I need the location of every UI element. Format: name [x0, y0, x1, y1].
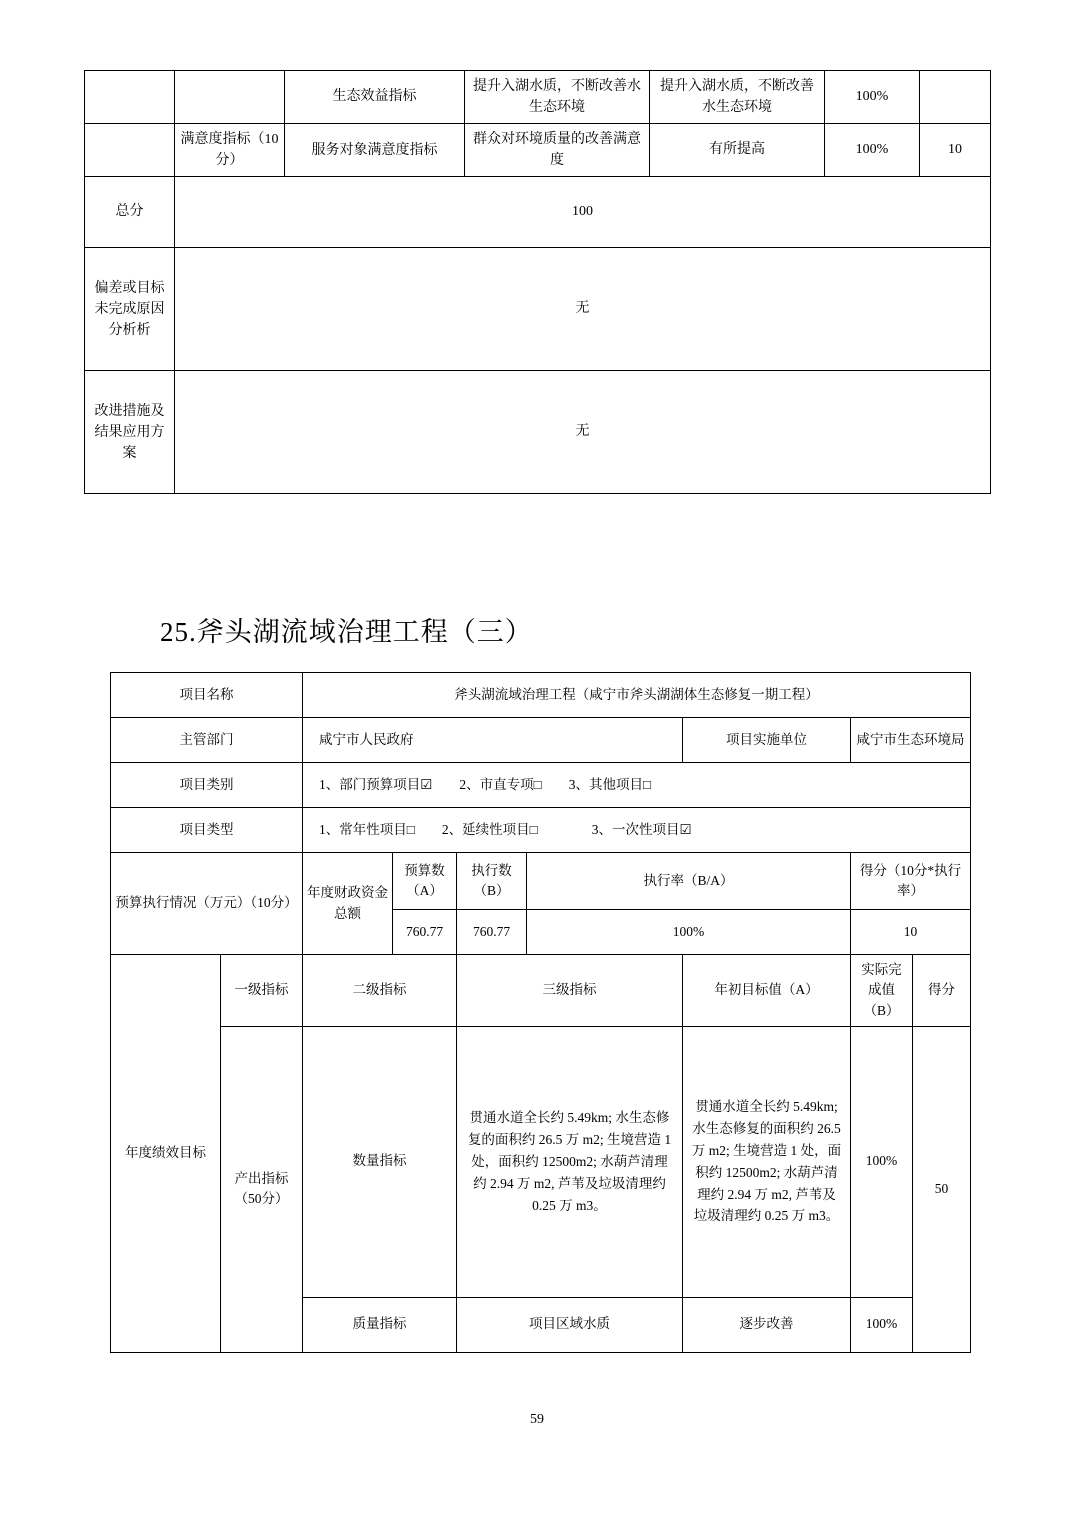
header-execution-rate: 执行率（B/A） — [527, 853, 851, 910]
label-quality-indicator: 质量指标 — [303, 1297, 457, 1352]
section-heading: 25.斧头湖流域治理工程（三） — [160, 617, 533, 647]
cell-empty-3 — [85, 124, 175, 177]
value-quantity-rate: 100% — [851, 1026, 913, 1297]
table-row-deviation — [85, 248, 991, 371]
cell-satisfaction-actual: 有所提高 — [650, 124, 825, 177]
label-total-score: 总分 — [85, 177, 175, 248]
label-output-indicator: 产出指标（50分） — [221, 1026, 303, 1352]
value-project-name: 斧头湖流域治理工程（咸宁市斧头湖湖体生态修复一期工程） — [303, 673, 971, 718]
label-deviation-analysis: 偏差或目标未完成原因分析析 — [85, 248, 175, 371]
value-total-score: 100 — [175, 177, 991, 248]
header-execution-amount: 执行数（B） — [457, 853, 527, 910]
table-row-project-name — [111, 673, 971, 718]
cell-eco-actual: 提升入湖水质，不断改善水生态环境 — [650, 71, 825, 124]
table-row-project-type — [111, 808, 971, 853]
cell-satisfaction-score: 10 — [920, 124, 991, 177]
value-execution-amount: 760.77 — [457, 910, 527, 955]
value-project-type: 1、常年性项目□ 2、延续性项目□ 3、一次性项目☑ — [303, 808, 971, 853]
table-row-department — [111, 718, 971, 763]
cell-satisfaction-rate: 100% — [825, 124, 920, 177]
label-quantity-indicator: 数量指标 — [303, 1026, 457, 1297]
label-department: 主管部门 — [111, 718, 303, 763]
value-budget-amount: 760.77 — [393, 910, 457, 955]
label-annual-performance-goal: 年度绩效目标 — [111, 955, 221, 1353]
value-implementing-unit: 咸宁市生态环境局 — [851, 718, 971, 763]
table-row-budget-header — [111, 853, 971, 910]
table-row — [85, 124, 991, 177]
label-annual-fiscal-total: 年度财政资金总额 — [303, 853, 393, 955]
cell-eco-benefit-indicator: 生态效益指标 — [285, 71, 465, 124]
label-implementing-unit: 项目实施单位 — [683, 718, 851, 763]
value-budget-score: 10 — [851, 910, 971, 955]
value-execution-rate: 100% — [527, 910, 851, 955]
header-actual-value: 实际完成值（B） — [851, 955, 913, 1027]
label-project-type: 项目类型 — [111, 808, 303, 853]
value-project-category: 1、部门预算项目☑ 2、市直专项□ 3、其他项目□ — [303, 763, 971, 808]
header-level1-indicator: 一级指标 — [221, 955, 303, 1027]
label-project-category: 项目类别 — [111, 763, 303, 808]
table-row-project-category — [111, 763, 971, 808]
cell-eco-target: 提升入湖水质，不断改善水生态环境 — [465, 71, 650, 124]
label-project-name: 项目名称 — [111, 673, 303, 718]
cell-empty-1 — [85, 71, 175, 124]
header-score: 得分 — [913, 955, 971, 1027]
table-row-total — [85, 177, 991, 248]
value-department: 咸宁市人民政府 — [303, 718, 683, 763]
cell-empty-2 — [175, 71, 285, 124]
cell-satisfaction-indicator: 满意度指标（10分） — [175, 124, 285, 177]
performance-table-continuation — [84, 70, 991, 494]
cell-eco-rate: 100% — [825, 71, 920, 124]
value-quantity-target: 贯通水道全长约 5.49km; 水生态修复的面积约 26.5 万 m2; 生境营造 1 处，面积约 12500m2; 水葫芦清理约 2.94 万 m2, 芦苇及垃圾清理约 0.25 万 m3。 — [457, 1026, 683, 1297]
value-quality-target: 项目区域水质 — [457, 1297, 683, 1352]
cell-satisfaction-target: 群众对环境质量的改善满意度 — [465, 124, 650, 177]
table-row-indicator-header — [111, 955, 971, 1027]
header-budget-amount: 预算数（A） — [393, 853, 457, 910]
value-improvement-plan: 无 — [175, 371, 991, 494]
cell-service-object-satisfaction: 服务对象满意度指标 — [285, 124, 465, 177]
header-level2-indicator: 二级指标 — [303, 955, 457, 1027]
cell-eco-score — [920, 71, 991, 124]
table-row — [85, 71, 991, 124]
value-output-score: 50 — [913, 1026, 971, 1352]
value-quality-actual: 逐步改善 — [683, 1297, 851, 1352]
value-quality-rate: 100% — [851, 1297, 913, 1352]
project-performance-table — [110, 672, 971, 1353]
table-row-quantity-indicator — [111, 1026, 971, 1297]
header-budget-score: 得分（10分*执行率） — [851, 853, 971, 910]
header-level3-indicator: 三级指标 — [457, 955, 683, 1027]
header-initial-target: 年初目标值（A） — [683, 955, 851, 1027]
page-number: 59 — [530, 1412, 544, 1427]
label-budget-execution: 预算执行情况（万元）（10分） — [111, 853, 303, 955]
value-deviation-analysis: 无 — [175, 248, 991, 371]
value-quantity-actual: 贯通水道全长约 5.49km; 水生态修复的面积约 26.5 万 m2; 生境营造 1 处，面积约 12500m2; 水葫芦清理约 2.94 万 m2, 芦苇及垃圾清理约 0.25 万 m3。 — [683, 1026, 851, 1297]
table-row-improvement — [85, 371, 991, 494]
label-improvement-plan: 改进措施及结果应用方案 — [85, 371, 175, 494]
